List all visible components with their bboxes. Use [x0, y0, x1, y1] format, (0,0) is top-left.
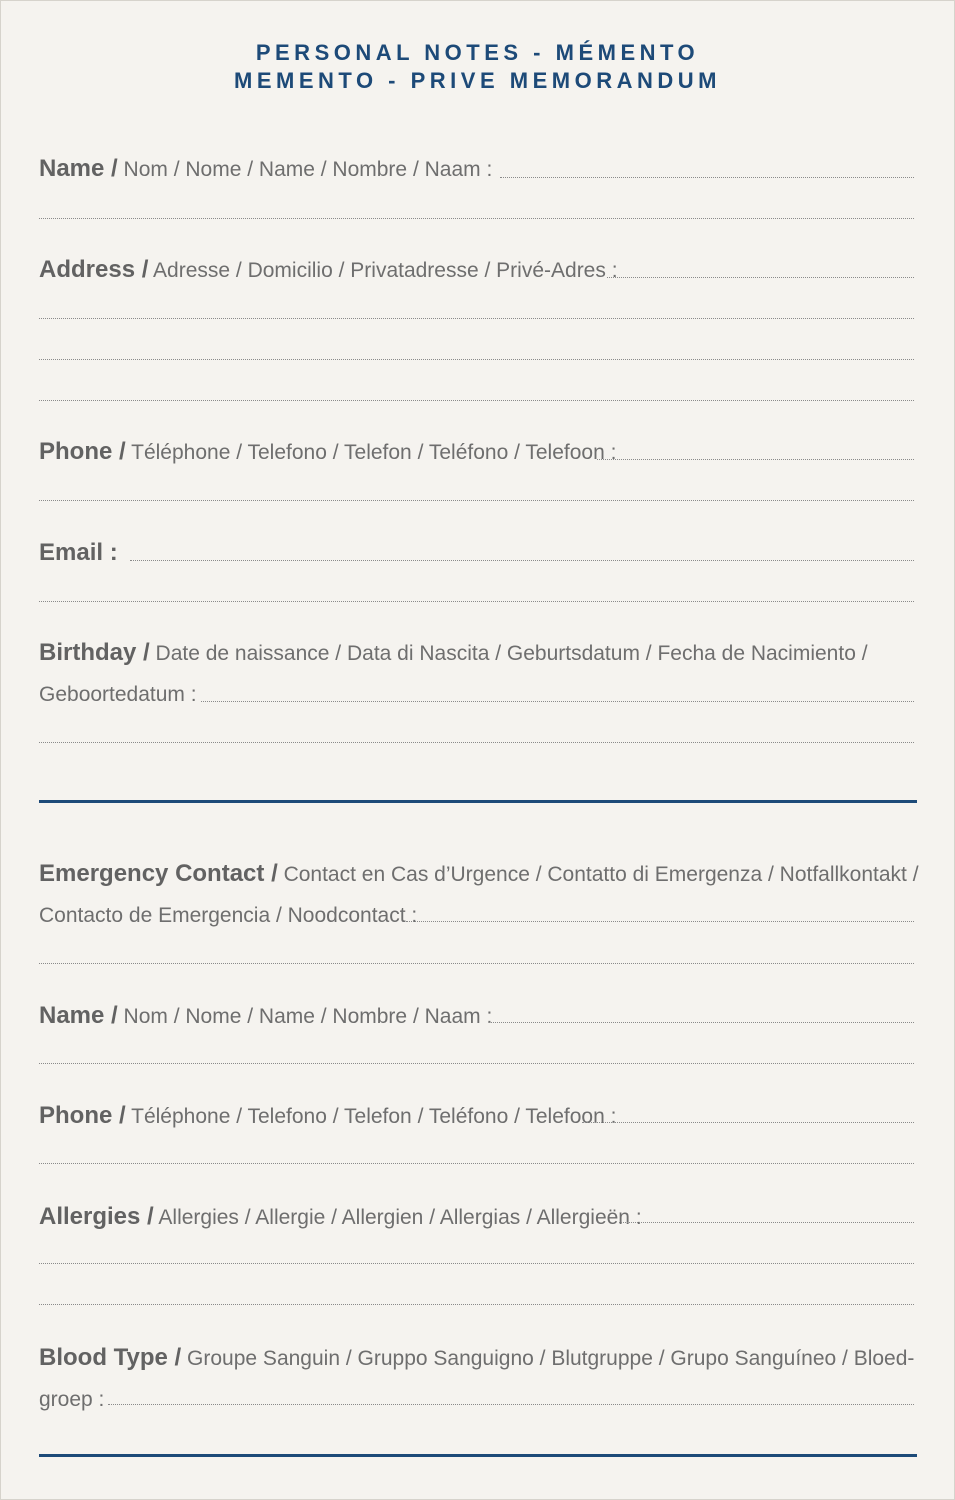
emergency-contact-label-bold: Emergency Contact / [39, 860, 278, 887]
name-field-line-2[interactable] [39, 218, 914, 219]
birthday-field-line-2[interactable] [39, 742, 914, 743]
allergies-field[interactable] [619, 1222, 914, 1223]
phone-label-bold: Phone / [39, 438, 126, 465]
blood-type-label [39, 1346, 914, 1370]
emergency-contact-field-line-2[interactable] [39, 963, 914, 964]
emergency-contact-label-translations: Contact en Cas d’Urgence / Contatto di Emergenza / Notfallkontakt / [277, 863, 919, 886]
page-subtitle: MEMENTO - PRIVE MEMORANDUM [234, 68, 721, 93]
address-field[interactable] [607, 277, 914, 278]
email-field-line-2[interactable] [39, 601, 914, 602]
allergies-label-translations: Allergies / Allergie / Allergien / Allergias / Allergieën : [153, 1206, 642, 1229]
section-divider [39, 800, 917, 803]
emergency-phone-label [39, 1104, 616, 1128]
name-label-bold: Name / [39, 155, 118, 182]
email-label-bold: Email : [39, 539, 118, 566]
emergency-name-label-bold: Name / [39, 1002, 118, 1029]
page-title: PERSONAL NOTES - MÉMENTO [255, 40, 700, 65]
allergies-field-line-2[interactable] [39, 1263, 914, 1264]
allergies-label-bold: Allergies / [39, 1203, 154, 1230]
address-field-line-3[interactable] [39, 359, 914, 360]
address-field-line-2[interactable] [39, 318, 914, 319]
blood-type-label-line-2: groep : [39, 1388, 105, 1411]
emergency-contact-label [39, 862, 919, 886]
allergies-field-line-3[interactable] [39, 1304, 914, 1305]
emergency-phone-field-line-2[interactable] [39, 1163, 914, 1164]
address-field-line-4[interactable] [39, 400, 914, 401]
birthday-field[interactable] [201, 701, 914, 702]
address-label-translations: Adresse / Domicilio / Privatadresse / Privé-Adres : [148, 259, 618, 282]
name-label-translations: Nom / Nome / Name / Nombre / Naam : [117, 158, 493, 181]
phone-field-line-2[interactable] [39, 500, 914, 501]
blood-type-field[interactable] [108, 1404, 914, 1405]
phone-label [39, 440, 616, 464]
emergency-contact-label-line-2: Contacto de Emergencia / Noodcontact : [39, 904, 418, 927]
name-field[interactable] [500, 177, 914, 178]
allergies-label [39, 1205, 642, 1229]
address-label-bold: Address / [39, 256, 149, 283]
birthday-label-translations: Date de naissance / Data di Nascita / Geburtsdatum / Fecha de Nacimiento / [149, 642, 868, 665]
emergency-name-label [39, 1004, 492, 1028]
address-label [39, 258, 618, 282]
name-label [39, 157, 492, 181]
emergency-contact-field[interactable] [406, 921, 914, 922]
birthday-label-line-2: Geboortedatum : [39, 683, 197, 706]
phone-label-translations: Téléphone / Telefono / Telefon / Teléfono / Telefoon : [125, 441, 617, 464]
bottom-divider [39, 1454, 917, 1457]
phone-field[interactable] [597, 459, 914, 460]
birthday-label [39, 641, 868, 665]
emergency-name-field-line-2[interactable] [39, 1063, 914, 1064]
emergency-name-field[interactable] [489, 1022, 914, 1023]
email-label [39, 541, 118, 565]
email-field[interactable] [130, 560, 914, 561]
blood-type-label-translations: Groupe Sanguin / Gruppo Sanguigno / Blutgruppe / Grupo Sanguíneo / Bloed- [181, 1347, 915, 1370]
birthday-label-bold: Birthday / [39, 639, 150, 666]
emergency-name-label-translations: Nom / Nome / Name / Nombre / Naam : [117, 1005, 493, 1028]
emergency-phone-label-bold: Phone / [39, 1102, 126, 1129]
emergency-phone-label-translations: Téléphone / Telefono / Telefon / Teléfono / Telefoon : [125, 1105, 617, 1128]
blood-type-label-bold: Blood Type / [39, 1344, 182, 1371]
emergency-phone-field[interactable] [582, 1122, 914, 1123]
